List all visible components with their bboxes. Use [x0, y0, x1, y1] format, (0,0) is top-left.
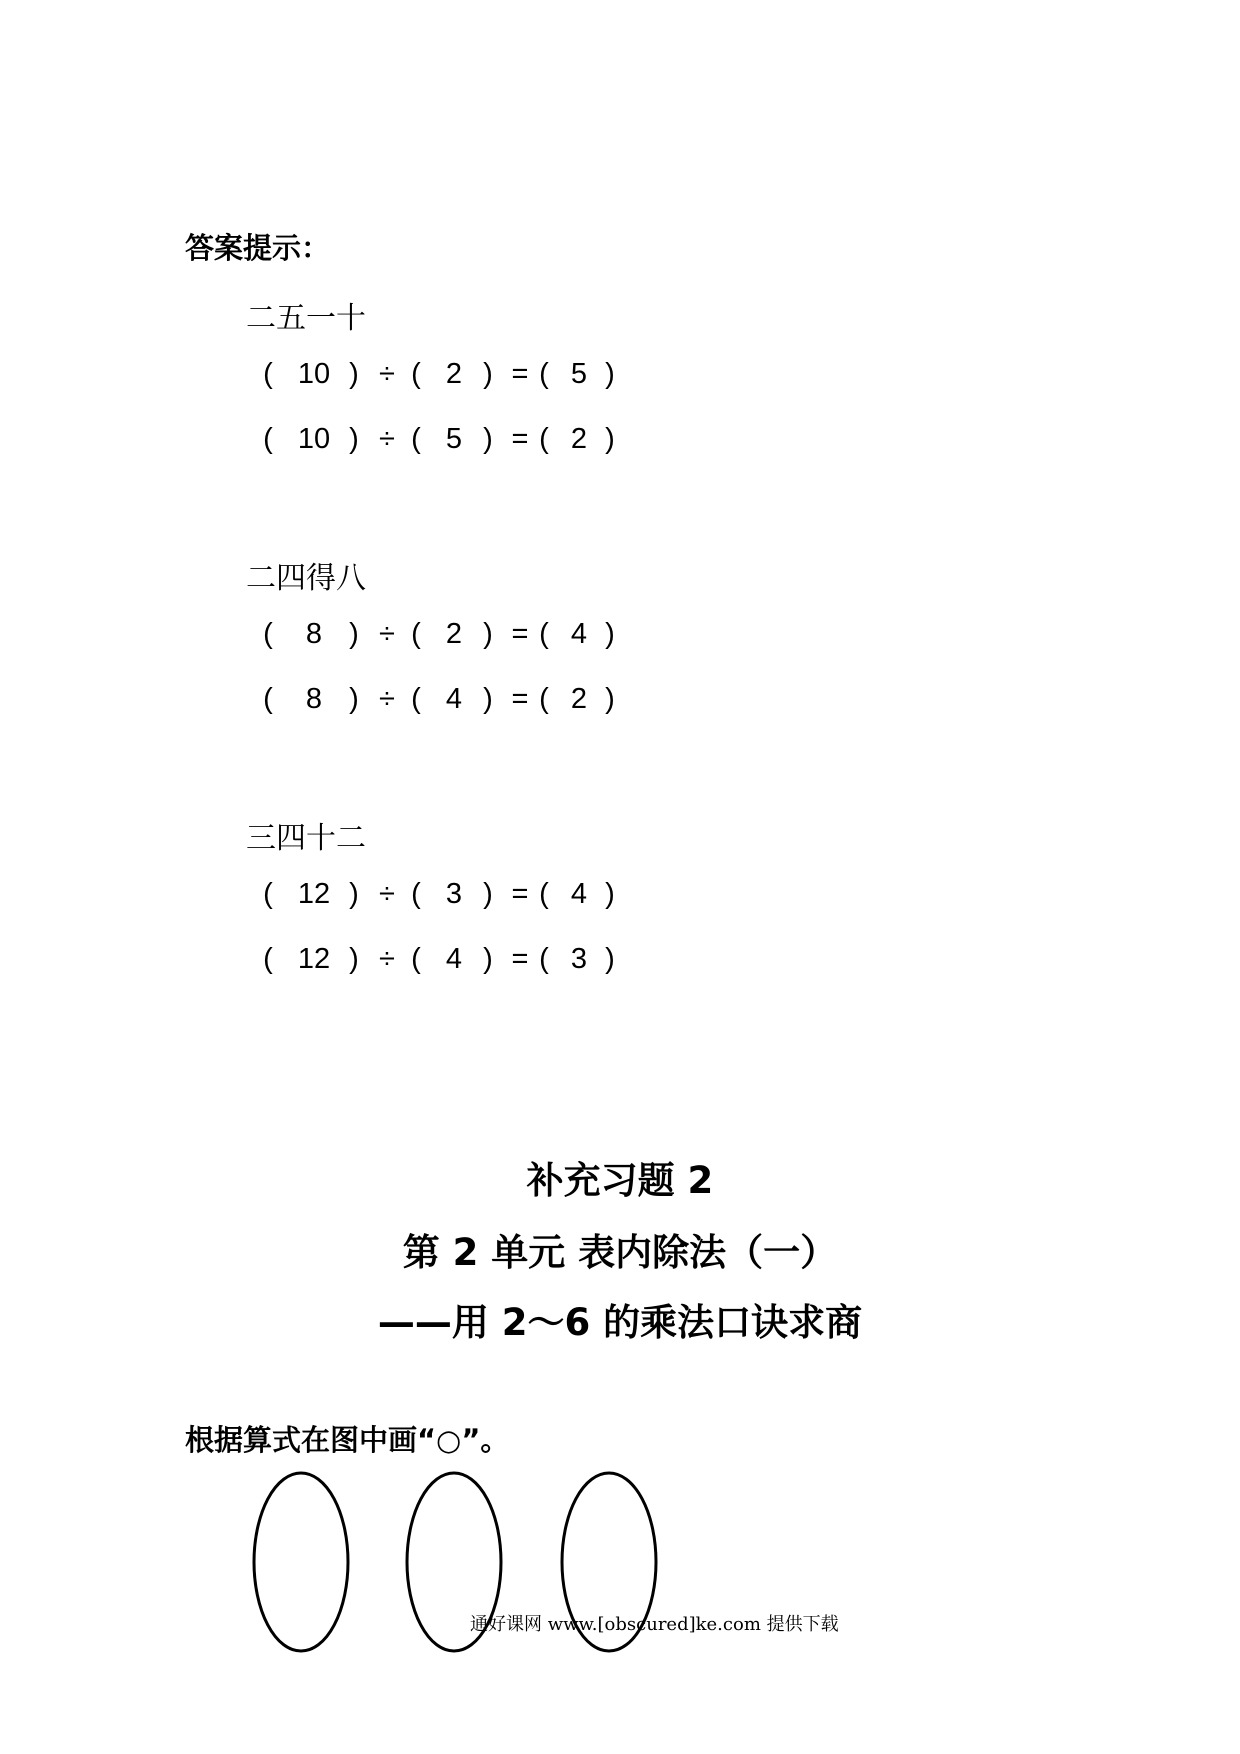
footer-source: 通好课网 www.[obscured]ke.com 提供下载	[470, 1614, 839, 1635]
divisor: 2	[445, 358, 463, 390]
dividend: 8	[305, 618, 323, 650]
exercise-instruction: 根据算式在图中画“○”。	[185, 1423, 510, 1457]
dividend: 8	[305, 683, 323, 715]
dividend: 12	[297, 943, 331, 975]
multiplication-rhyme: 二四得八	[246, 561, 366, 596]
section-subtitle: ——用 2～6 的乘法口诀求商	[377, 1301, 863, 1344]
section-title: 补充习题 2	[526, 1159, 714, 1202]
answer-hint-label: 答案提示：	[185, 231, 331, 265]
quotient: 4	[570, 618, 588, 650]
quotient: 5	[570, 358, 588, 390]
divisor: 3	[445, 878, 463, 910]
dividend: 10	[297, 423, 331, 455]
quotient: 2	[570, 683, 588, 715]
divisor: 5	[445, 423, 463, 455]
quotient: 4	[570, 878, 588, 910]
divisor: 2	[445, 618, 463, 650]
multiplication-rhyme: 三四十二	[246, 821, 366, 856]
dividend: 10	[297, 358, 331, 390]
quotient: 2	[570, 423, 588, 455]
drawing-oval	[254, 1473, 348, 1651]
divisor: 4	[445, 683, 463, 715]
quotient: 3	[570, 943, 588, 975]
unit-title: 第 2 单元 表内除法（一）	[402, 1231, 838, 1274]
dividend: 12	[297, 878, 331, 910]
divisor: 4	[445, 943, 463, 975]
multiplication-rhyme: 二五一十	[246, 301, 366, 336]
